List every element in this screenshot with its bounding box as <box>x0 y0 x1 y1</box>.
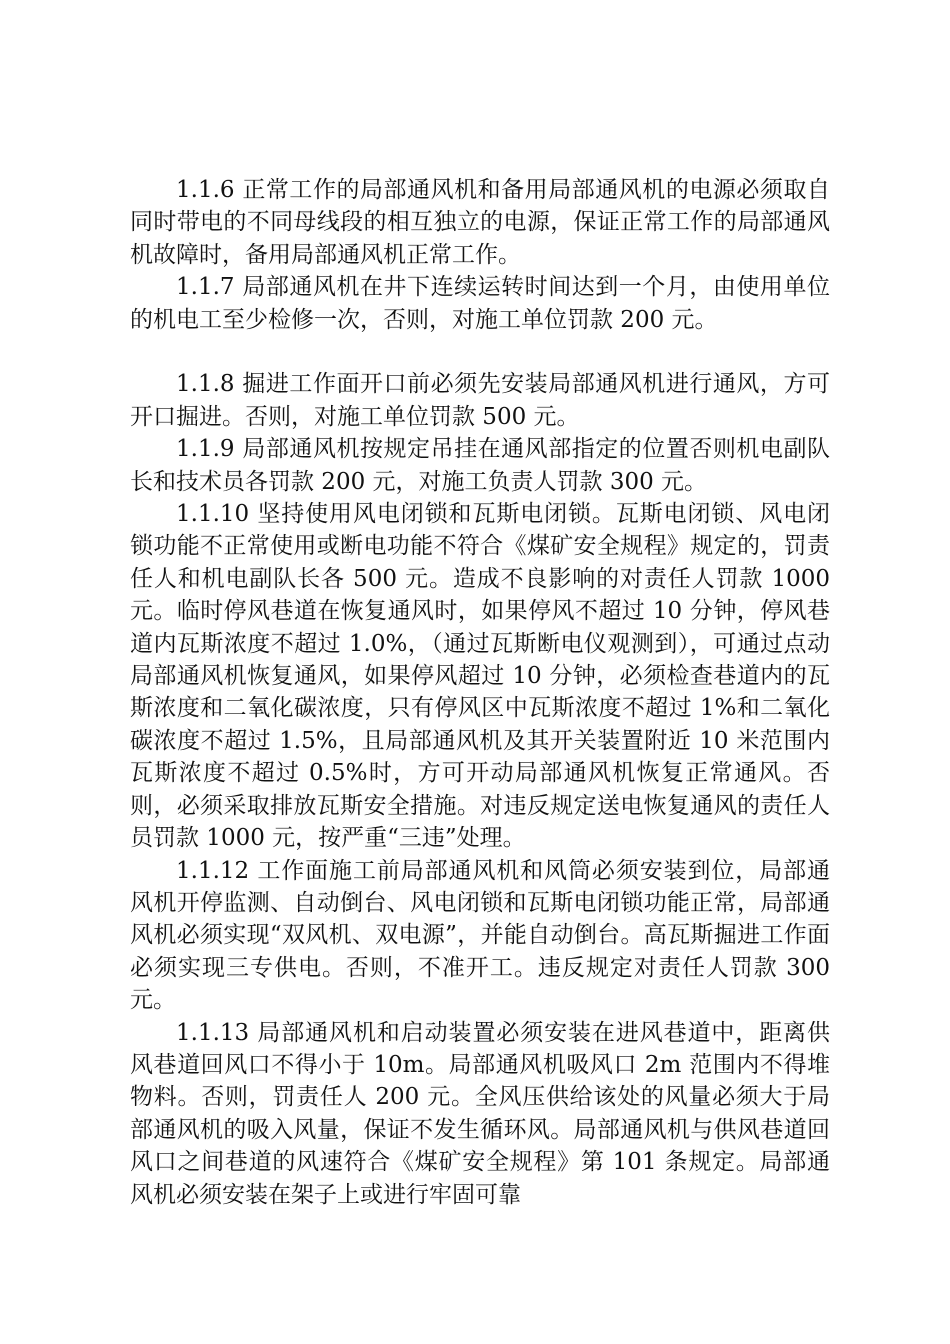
blank-line <box>130 336 830 368</box>
paragraph-1-1-8: 1.1.8 掘进工作面开口前必须先安装局部通风机进行通风，方可开口掘进。否则，对施工单位罚款 500 元。 <box>130 371 830 430</box>
paragraph-1-1-7: 1.1.7 局部通风机在井下连续运转时间达到一个月，由使用单位的机电工至少检修一次，否则，对施工单位罚款 200 元。 <box>130 274 830 333</box>
paragraph-1-1-13: 1.1.13 局部通风机和启动装置必须安装在进风巷道中，距离供风巷道回风口不得小于 10m。局部通风机吸风口 2m 范围内不得堆物料。否则，罚责任人 200 元。全风压供给该处的风量必须大于局部通风机的吸入风量，保证不发生循环风。局部通风机与供风巷道回风口之间巷道的风速符合《煤矿安全规程》第 101 条规定。局部通风机必须安装在架子上或进行牢固可靠 <box>130 1019 830 1208</box>
document-body <box>130 174 830 1211</box>
paragraph-1-1-12: 1.1.12 工作面施工前局部通风机和风筒必须安装到位，局部通风机开停监测、自动倒台、风电闭锁和瓦斯电闭锁功能正常，局部通风机必须实现“双风机、双电源”，并能自动倒台。高瓦斯掘进工作面必须实现三专供电。否则，不准开工。违反规定对责任人罚款 300 元。 <box>130 857 830 1014</box>
paragraph-1-1-6: 1.1.6 正常工作的局部通风机和备用局部通风机的电源必须取自同时带电的不同母线段的相互独立的电源，保证正常工作的局部通风机故障时，备用局部通风机正常工作。 <box>130 177 830 268</box>
paragraph-1-1-10: 1.1.10 坚持使用风电闭锁和瓦斯电闭锁。瓦斯电闭锁、风电闭锁功能不正常使用或断电功能不符合《煤矿安全规程》规定的，罚责任人和机电副队长各 500 元。造成不良影响的对责任人罚款 1000 元。临时停风巷道在恢复通风时，如果停风不超过 10 分钟，停风巷道内瓦斯浓度不超过 1.0%，（通过瓦斯断电仪观测到），可通过点动局部通风机恢复通风，如果停风超过 10 分钟，必须检查巷道内的瓦斯浓度和二氧化碳浓度，只有停风区中瓦斯浓度不超过 1%和二氧化碳浓度不超过 1.5%，且局部通风机及其开关装置附近 10 米范围内瓦斯浓度不超过 0.5%时，方可开动局部通风机恢复正常通风。否则，必须采取排放瓦斯安全措施。对违反规定送电恢复通风的责任人员罚款 1000 元，按严重“三违”处理。 <box>130 501 830 852</box>
paragraph-1-1-9: 1.1.9 局部通风机按规定吊挂在通风部指定的位置否则机电副队长和技术员各罚款 200 元，对施工负责人罚款 300 元。 <box>130 436 830 495</box>
